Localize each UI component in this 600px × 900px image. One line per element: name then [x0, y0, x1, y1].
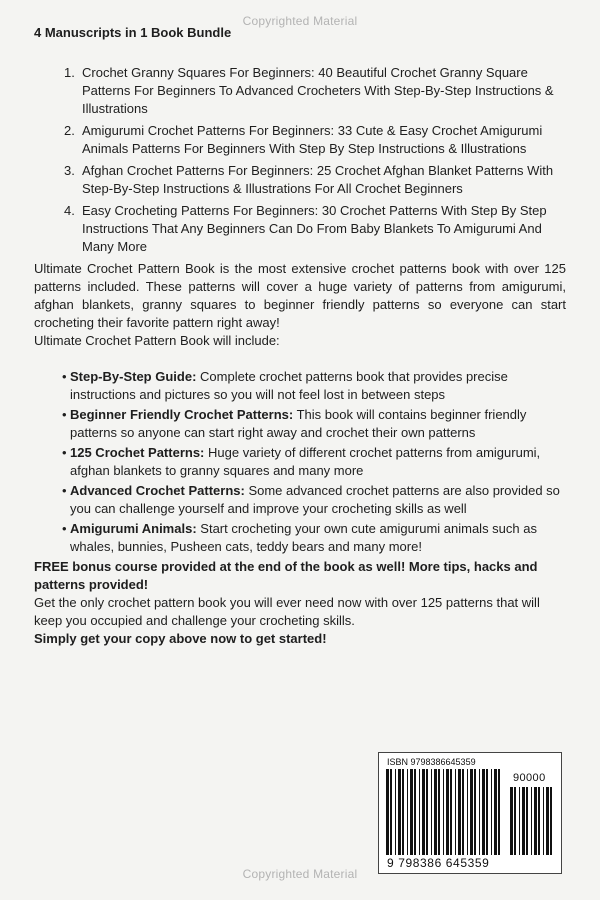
isbn-label: ISBN 9798386645359	[387, 757, 476, 767]
bullet-icon: •	[62, 369, 67, 384]
feature-text: Huge variety of different crochet patterns from amigurumi, afghan blankets to granny squares and many more	[70, 445, 541, 478]
bullet-icon: •	[62, 521, 67, 536]
back-cover-text	[34, 24, 566, 648]
list-number: 3.	[64, 163, 75, 178]
intro-paragraph: Ultimate Crochet Pattern Book is the most extensive crochet patterns book with over 125 patterns included. These patterns will cover a huge variety of patterns from amigurumi, afghan blankets, granny squares to beginner friendly patterns so everyone can start crocheting their favorite pattern right away!	[34, 261, 566, 330]
include-heading: Ultimate Crochet Pattern Book will include:	[34, 333, 280, 348]
watermark-top: Copyrighted Material	[242, 14, 358, 28]
list-item	[34, 444, 566, 480]
feature-title: 125 Crochet Patterns:	[70, 445, 205, 460]
list-item	[34, 162, 566, 198]
ean-bars-icon	[385, 769, 505, 855]
feature-text: Some advanced crochet patterns are also provided so you can challenge yourself and improve your crocheting skills as well	[70, 483, 560, 516]
list-text: Amigurumi Crochet Patterns For Beginners: 33 Cute & Easy Crochet Amigurumi Animals Patterns For Beginners With Step By Step Instructions & Illustrations	[82, 123, 543, 156]
isbn-barcode	[378, 752, 562, 874]
addon-bars-icon	[509, 787, 553, 855]
bullet-icon: •	[62, 407, 67, 422]
isbn-digits: 9 798386 645359	[387, 856, 490, 870]
call-to-action: Simply get your copy above now to get started!	[34, 631, 327, 646]
feature-text: This book will contains beginner friendly patterns so anyone can start right away and crochet their own patterns	[70, 407, 527, 440]
bullet-icon: •	[62, 483, 67, 498]
feature-title: Advanced Crochet Patterns:	[70, 483, 245, 498]
feature-title: Step-By-Step Guide:	[70, 369, 197, 384]
feature-text: Start crocheting your own cute amigurumi animals such as whales, bunnies, Pusheen cats, teddy bears and many more!	[70, 521, 537, 554]
list-item	[34, 520, 566, 556]
list-text: Afghan Crochet Patterns For Beginners: 25 Crochet Afghan Blanket Patterns With Step-By-Step Instructions & Illustrations For All Crochet Beginners	[82, 163, 554, 196]
bullet-icon: •	[62, 445, 67, 460]
list-item	[34, 122, 566, 158]
feature-title: Amigurumi Animals:	[70, 521, 197, 536]
bundle-heading: 4 Manuscripts in 1 Book Bundle	[34, 25, 232, 40]
list-item	[34, 64, 566, 118]
watermark-bottom: Copyrighted Material	[242, 867, 358, 881]
feature-title: Beginner Friendly Crochet Patterns:	[70, 407, 294, 422]
list-number: 1.	[64, 65, 75, 80]
manuscript-list	[34, 64, 566, 256]
list-item	[34, 406, 566, 442]
list-text: Crochet Granny Squares For Beginners: 40 Beautiful Crochet Granny Square Patterns For Beginners To Advanced Crocheters With Step-By-Step Instructions & Illustrations	[82, 65, 554, 116]
list-item	[34, 202, 566, 256]
list-number: 2.	[64, 123, 75, 138]
list-text: Easy Crocheting Patterns For Beginners: 30 Crochet Patterns With Step By Step Instructions That Any Beginners Can Do From Baby Blankets To Amigurumi And Many More	[82, 203, 547, 254]
closing-paragraph: Get the only crochet pattern book you will ever need now with over 125 patterns that will keep you occupied and challenge your crocheting skills.	[34, 595, 540, 628]
bonus-paragraph: FREE bonus course provided at the end of the book as well! More tips, hacks and patterns provided!	[34, 559, 538, 592]
list-number: 4.	[64, 203, 75, 218]
list-item	[34, 368, 566, 404]
price-code: 90000	[513, 772, 546, 784]
feature-list	[34, 368, 566, 556]
feature-text: Complete crochet patterns book that provides precise instructions and pictures so you will not feel lost in between steps	[70, 369, 508, 402]
list-item	[34, 482, 566, 518]
